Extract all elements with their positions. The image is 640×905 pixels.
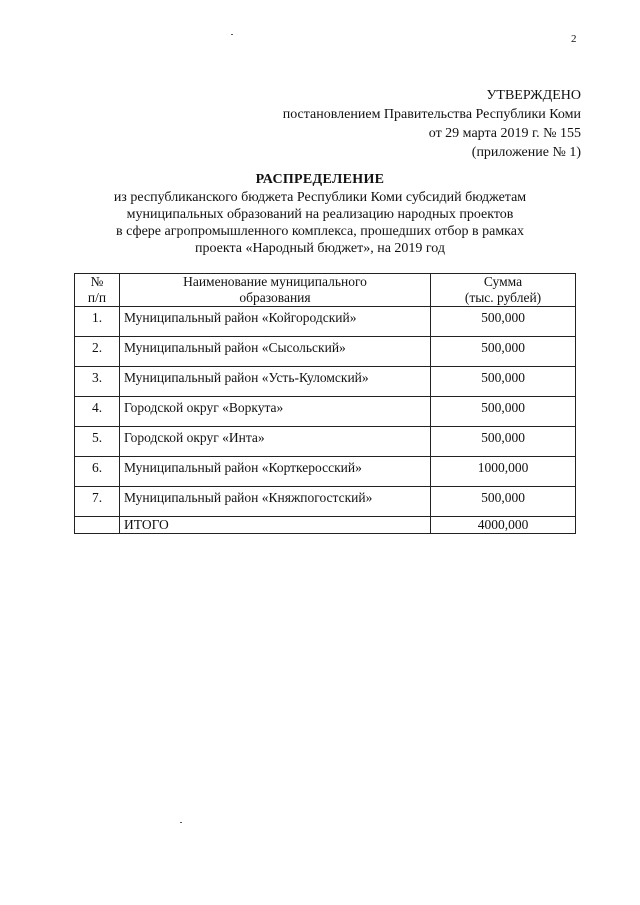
- table-row: [75, 487, 576, 517]
- row-number: 6.: [75, 457, 120, 487]
- scan-artifact: [231, 34, 233, 35]
- row-sum: 1000,000: [431, 457, 576, 487]
- row-number: 1.: [75, 307, 120, 337]
- header-sum-line: (тыс. рублей): [464, 290, 542, 305]
- table-row: [75, 337, 576, 367]
- row-municipality: Муниципальный район «Усть-Куломский»: [120, 367, 431, 397]
- document-heading: [60, 170, 580, 257]
- header-municipality-line: образования: [239, 290, 311, 305]
- header-sum-line: Сумма: [483, 274, 523, 289]
- approval-authority: постановлением Правительства Республики Коми: [282, 107, 581, 122]
- row-municipality: Муниципальный район «Сысольский»: [120, 337, 431, 367]
- row-sum: 500,000: [431, 307, 576, 337]
- row-municipality: Муниципальный район «Княжпогостский»: [120, 487, 431, 517]
- total-number: [75, 517, 120, 534]
- header-number: [75, 274, 120, 307]
- row-sum: 500,000: [431, 367, 576, 397]
- row-municipality: Муниципальный район «Корткеросский»: [120, 457, 431, 487]
- document-title: РАСПРЕДЕЛЕНИЕ: [255, 172, 385, 187]
- document-subtitle-line: в сфере агропромышленного комплекса, прошедших отбор в рамках: [116, 224, 524, 239]
- approval-date: от 29 марта 2019 г. № 155: [428, 126, 581, 141]
- approval-block: [283, 86, 581, 162]
- table-row: [75, 457, 576, 487]
- table-total-row: [75, 517, 576, 534]
- row-municipality: Муниципальный район «Койгородский»: [120, 307, 431, 337]
- table-row: [75, 367, 576, 397]
- header-sum: [431, 274, 576, 307]
- row-sum: 500,000: [431, 427, 576, 457]
- document-subtitle-line: проекта «Народный бюджет», на 2019 год: [194, 241, 446, 256]
- header-municipality: [120, 274, 431, 307]
- table-row: [75, 427, 576, 457]
- row-number: 7.: [75, 487, 120, 517]
- table-row: [75, 307, 576, 337]
- row-number: 3.: [75, 367, 120, 397]
- header-number-line: №: [90, 274, 104, 289]
- row-municipality: Городской округ «Инта»: [120, 427, 431, 457]
- total-label: ИТОГО: [120, 517, 431, 534]
- table-row: [75, 397, 576, 427]
- scan-artifact: [180, 822, 182, 823]
- row-number: 4.: [75, 397, 120, 427]
- document-subtitle-line: муниципальных образований на реализацию народных проектов: [126, 207, 514, 222]
- page-number: 2: [571, 33, 577, 45]
- total-sum: 4000,000: [431, 517, 576, 534]
- header-number-line: п/п: [87, 290, 107, 305]
- table-header-row: [75, 274, 576, 307]
- distribution-table: [74, 273, 576, 534]
- row-sum: 500,000: [431, 487, 576, 517]
- row-municipality: Городской округ «Воркута»: [120, 397, 431, 427]
- row-number: 2.: [75, 337, 120, 367]
- row-sum: 500,000: [431, 397, 576, 427]
- header-municipality-line: Наименование муниципального: [183, 274, 367, 289]
- row-sum: 500,000: [431, 337, 576, 367]
- document-subtitle-line: из республиканского бюджета Республики Коми субсидий бюджетам: [113, 190, 527, 205]
- row-number: 5.: [75, 427, 120, 457]
- approval-appendix: (приложение № 1): [471, 145, 581, 160]
- approval-status: УТВЕРЖДЕНО: [486, 88, 581, 103]
